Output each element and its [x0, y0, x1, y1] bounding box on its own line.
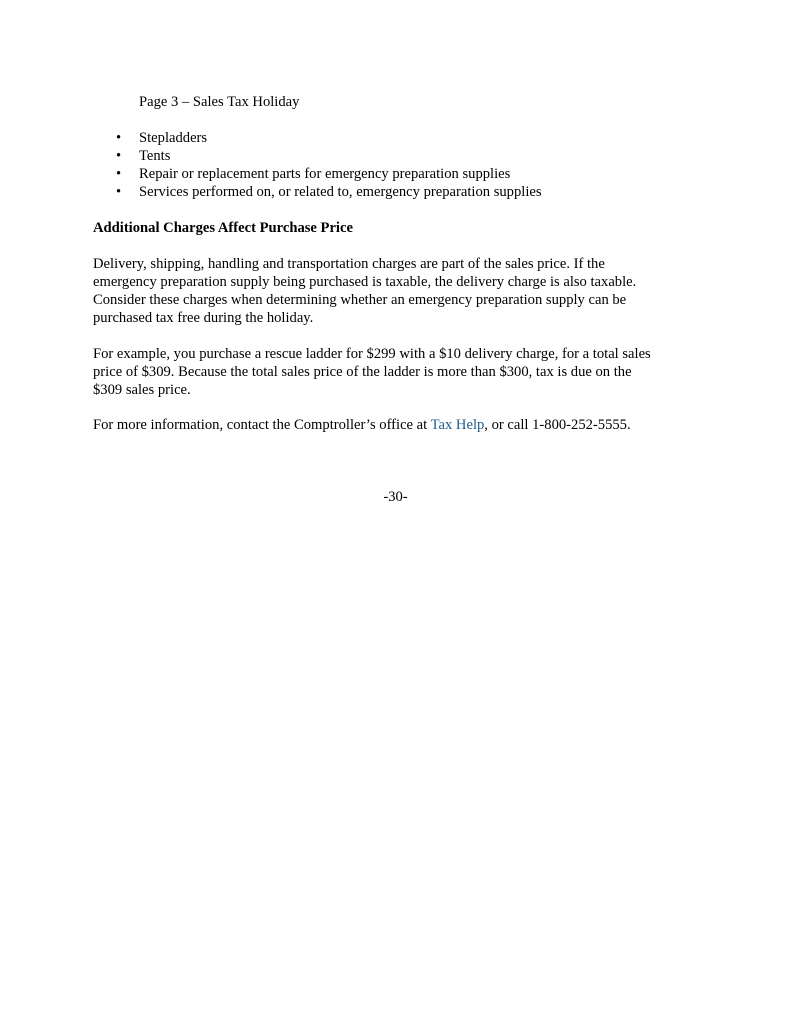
paragraph-line: price of $309. Because the total sales price of the ladder is more than $300, tax is due on the	[93, 364, 632, 380]
section-heading: Additional Charges Affect Purchase Price	[93, 220, 353, 236]
list-item-text: Stepladders	[139, 130, 208, 146]
bullet-icon: •	[116, 130, 122, 146]
list-item	[116, 165, 542, 183]
paragraph-line: purchased tax free during the holiday.	[93, 310, 314, 326]
bullet-list	[116, 129, 542, 201]
paragraph-line: For example, you purchase a rescue ladder for $299 with a $10 delivery charge, for a total sales	[93, 346, 651, 362]
list-item	[116, 147, 542, 165]
page-number: -30-	[383, 489, 408, 505]
paragraph-line: Consider these charges when determining whether an emergency preparation supply can be	[93, 292, 627, 308]
paragraph-line	[93, 416, 703, 434]
bullet-icon: •	[116, 166, 122, 182]
list-item-text: Tents	[139, 148, 171, 164]
paragraph-line: emergency preparation supply being purchased is taxable, the delivery charge is also taxable.	[93, 274, 637, 290]
list-item-text: Services performed on, or related to, emergency preparation supplies	[139, 184, 542, 200]
paragraph-line: $309 sales price.	[93, 382, 191, 398]
list-item	[116, 129, 542, 147]
paragraph-example	[93, 345, 703, 399]
contact-text-before: For more information, contact the Comptroller’s office at	[93, 417, 431, 433]
paragraph-line: Delivery, shipping, handling and transportation charges are part of the sales price. If the	[93, 256, 605, 272]
contact-text-after: , or call 1-800-252-5555.	[484, 417, 631, 433]
paragraph-delivery-charges	[93, 255, 703, 327]
bullet-icon: •	[116, 184, 122, 200]
paragraph-contact	[93, 416, 703, 434]
list-item	[116, 183, 542, 201]
list-item-text: Repair or replacement parts for emergency preparation supplies	[139, 166, 511, 182]
tax-help-link[interactable]: Tax Help	[430, 417, 485, 433]
bullet-icon: •	[116, 148, 122, 164]
page-header: Page 3 – Sales Tax Holiday	[139, 94, 300, 110]
